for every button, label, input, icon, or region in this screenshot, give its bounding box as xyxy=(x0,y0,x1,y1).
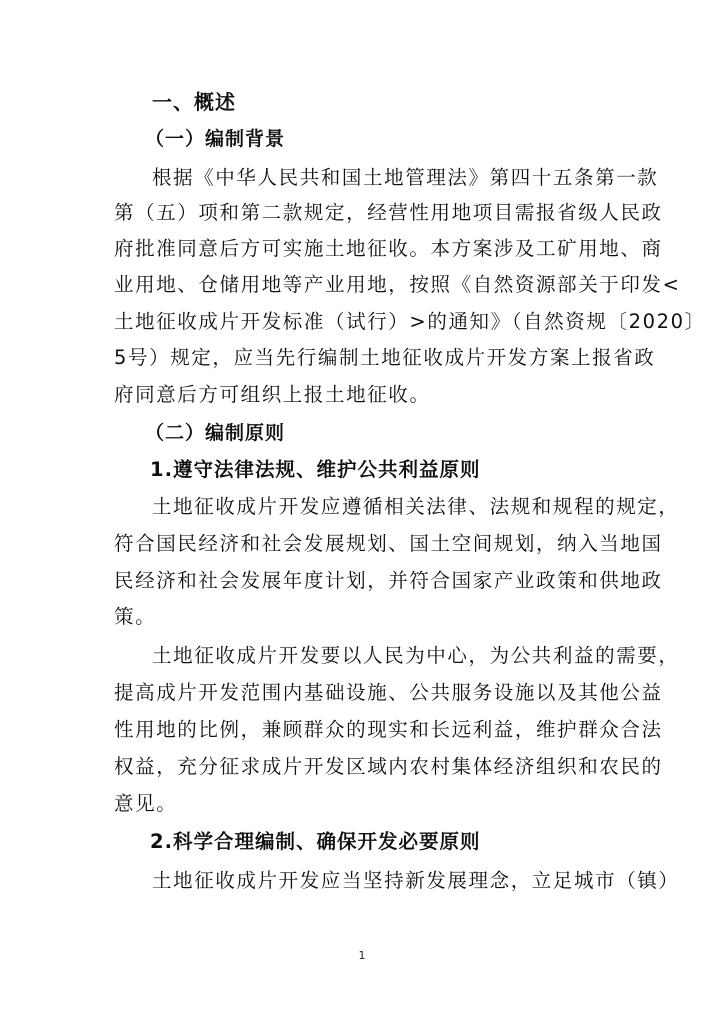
paragraph-line: 业用地、仓储用地等产业用地，按照《自然资源部关于印发< xyxy=(114,273,681,296)
principle-2-heading: 2.科学合理编制、确保开发必要原则 xyxy=(150,830,481,853)
paragraph-line: 5号）规定，应当先行编制土地征收成片开发方案上报省政 xyxy=(114,346,656,369)
paragraph-line: 土地征收成片开发标准（试行）>的通知》（自然资规〔2020〕 xyxy=(114,310,706,333)
paragraph-line: 土地征收成片开发应遵循相关法律、法规和规程的规定， xyxy=(152,495,680,518)
paragraph-line: 提高成片开发范围内基础设施、公共服务设施以及其他公益 xyxy=(114,681,663,704)
sub-heading-background: （一）编制背景 xyxy=(145,128,286,150)
sub-heading-principles: （二）编制原则 xyxy=(145,422,286,444)
paragraph-line: 策。 xyxy=(114,605,157,628)
paragraph-line: 符合国民经济和社会发展规划、国土空间规划，纳入当地国 xyxy=(114,532,663,555)
paragraph-line: 土地征收成片开发应当坚持新发展理念，立足城市（镇） xyxy=(152,869,680,892)
paragraph-line: 权益，充分征求成片开发区域内农村集体经济组织和农民的 xyxy=(114,755,663,778)
paragraph-line: 府批准同意后方可实施土地征收。本方案涉及工矿用地、商 xyxy=(114,237,663,260)
paragraph-line: 根据《中华人民共和国土地管理法》第四十五条第一款 xyxy=(152,166,659,189)
paragraph-line: 意见。 xyxy=(114,792,178,815)
paragraph-line: 性用地的比例，兼顾群众的现实和长远利益，维护群众合法 xyxy=(114,718,663,741)
page-number: 1 xyxy=(358,949,366,962)
paragraph-line: 民经济和社会发展年度计划，并符合国家产业政策和供地政 xyxy=(114,569,663,592)
paragraph-line: 第（五）项和第二款规定，经营性用地项目需报省级人民政 xyxy=(114,201,663,224)
principle-1-heading: 1.遵守法律法规、维护公共利益原则 xyxy=(150,458,481,481)
paragraph-line: 府同意后方可组织上报土地征收。 xyxy=(114,383,431,406)
section-heading: 一、概述 xyxy=(152,90,236,114)
paragraph-line: 土地征收成片开发要以人民为中心，为公共利益的需要， xyxy=(152,644,680,667)
